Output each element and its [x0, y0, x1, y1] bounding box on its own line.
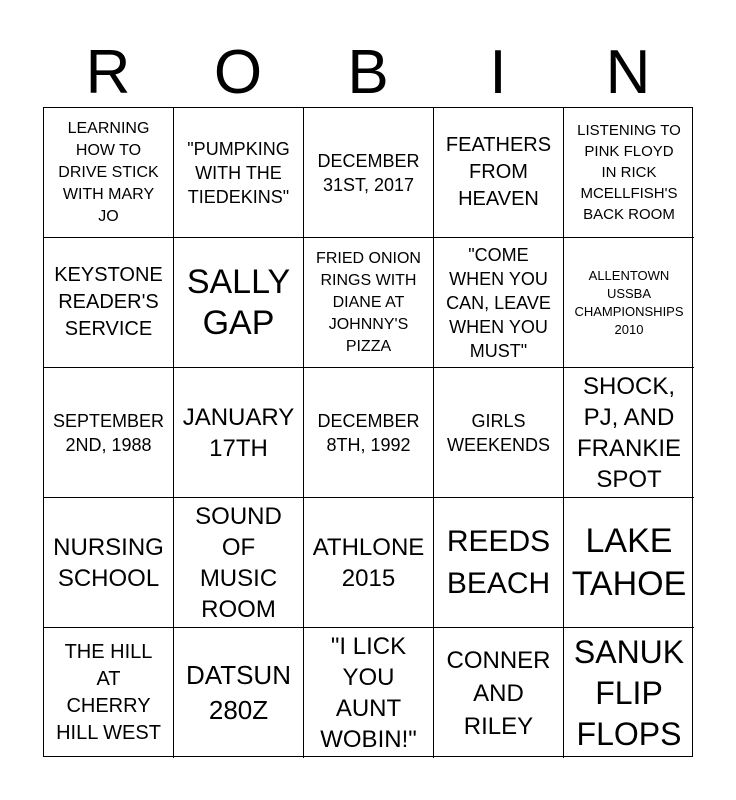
bingo-cell [434, 108, 564, 238]
cell-text: "PUMPKING WITH THE TIEDEKINS" [187, 138, 290, 207]
bingo-cell [44, 368, 174, 498]
bingo-cell [304, 368, 434, 498]
bingo-cell [44, 498, 174, 628]
header-letter-i: I [489, 38, 507, 107]
cell-text: "COME WHEN YOU CAN, LEAVE WHEN YOU MUST" [446, 244, 551, 361]
bingo-cell [564, 628, 694, 758]
bingo-cell [44, 628, 174, 758]
cell-text: KEYSTONE READER'S SERVICE [54, 264, 163, 340]
header-letter-n: N [605, 38, 651, 107]
bingo-cell [304, 108, 434, 238]
bingo-cell [564, 368, 694, 498]
cell-text: REEDS BEACH [446, 524, 551, 600]
cell-text: SANUK FLIP FLOPS [573, 633, 685, 752]
bingo-cell [44, 238, 174, 368]
cell-text: SHOCK, PJ, AND FRANKIE SPOT [576, 372, 681, 493]
cell-text: DATSUN 280Z [186, 660, 291, 725]
bingo-cell [434, 368, 564, 498]
cell-text: ATHLONE 2015 [312, 533, 425, 592]
bingo-cell [564, 238, 694, 368]
bingo-cell [304, 238, 434, 368]
cell-text: ALLENTOWN USSBA CHAMPIONSHIPS 2010 [574, 267, 684, 337]
bingo-cell [434, 628, 564, 758]
bingo-cell [174, 498, 304, 628]
cell-text: DECEMBER 8TH, 1992 [317, 410, 420, 455]
cell-text: GIRLS WEEKENDS [446, 410, 551, 455]
cell-text: SALLY GAP [186, 262, 291, 342]
cell-text: DECEMBER 31ST, 2017 [317, 150, 420, 195]
bingo-cell [564, 498, 694, 628]
bingo-cell [44, 108, 174, 238]
cell-text: NURSING SCHOOL [53, 533, 164, 592]
bingo-cell [434, 498, 564, 628]
bingo-cell [304, 498, 434, 628]
cell-text: LAKE TAHOE [571, 521, 687, 603]
bingo-board [43, 107, 693, 757]
cell-text: CONNER AND RILEY [446, 646, 551, 740]
bingo-cell [564, 108, 694, 238]
header-letter-o: O [213, 38, 263, 107]
cell-text: SEPTEMBER 2ND, 1988 [52, 410, 165, 455]
bingo-cell [174, 368, 304, 498]
cell-text: LEARNING HOW TO DRIVE STICK WITH MARY JO [58, 119, 159, 225]
cell-text: SOUND OF MUSIC ROOM [195, 502, 282, 623]
header-letter-r: R [85, 38, 131, 107]
cell-text: JANUARY 17TH [182, 403, 295, 462]
bingo-cell [304, 628, 434, 758]
bingo-cell [174, 108, 304, 238]
bingo-header [43, 38, 693, 108]
cell-text: FRIED ONION RINGS WITH DIANE AT JOHNNY'S PIZZA [316, 249, 421, 355]
cell-text: FEATHERS FROM HEAVEN [445, 134, 552, 210]
cell-text: THE HILL AT CHERRY HILL WEST [56, 641, 161, 744]
cell-text: LISTENING TO PINK FLOYD IN RICK MCELLFISH'S BACK ROOM [577, 122, 681, 223]
header-letter-b: B [347, 38, 389, 107]
cell-text: "I LICK YOU AUNT WOBIN!" [320, 633, 417, 753]
bingo-cell [434, 238, 564, 368]
bingo-cell [174, 628, 304, 758]
bingo-cell [174, 238, 304, 368]
